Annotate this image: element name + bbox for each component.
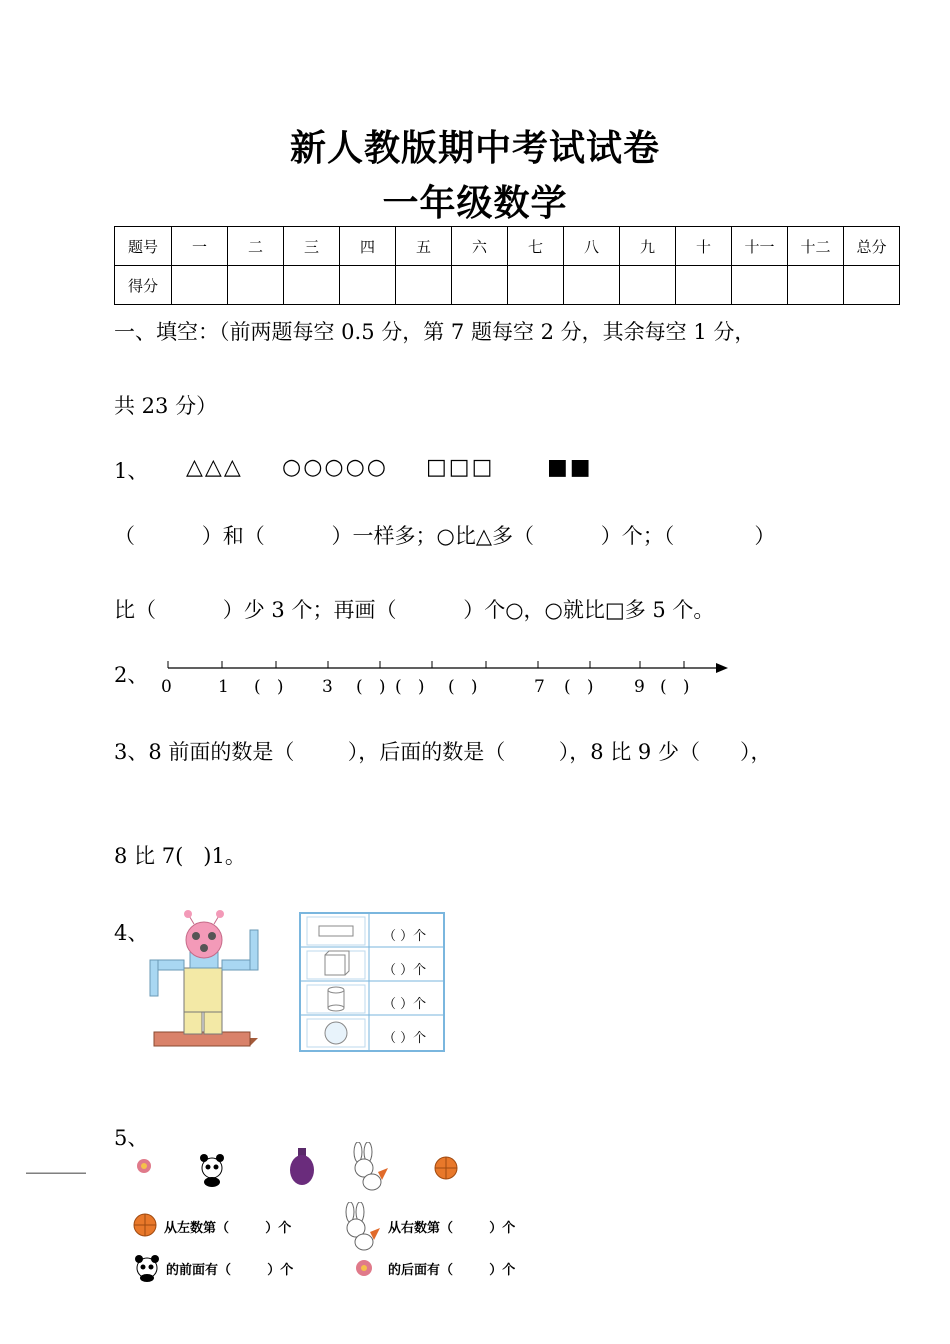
table-row [115,266,900,305]
table-cell: 七 [508,227,564,266]
table-cell: 四 [340,227,396,266]
flower-icon [137,1159,151,1173]
table-cell: 总分 [844,227,900,266]
tick-label: 1 [218,677,229,697]
table-cell: 得分 [115,266,172,305]
table-cell: 一 [172,227,228,266]
score-input-cell[interactable] [228,266,284,305]
count-blank[interactable]: （ ）个 [383,1031,427,1046]
basketball-icon [435,1157,457,1179]
score-input-cell[interactable] [788,266,844,305]
count-blank[interactable]: （ ）个 [383,997,427,1012]
robot-illustration [146,908,262,1056]
table-cell: 十 [676,227,732,266]
q5-text-before: 的前面有（ ）个 [166,1263,294,1278]
score-input-cell[interactable] [732,266,788,305]
score-input-cell[interactable] [172,266,228,305]
table-cell: 十一 [732,227,788,266]
q3-line2: 8 比 7( )1。 [114,844,246,868]
question-number: 1、 [114,459,149,483]
table-cell: 三 [284,227,340,266]
q5-text-after: 的后面有（ ）个 [388,1263,516,1278]
q5-text-right-count: 从右数第（ ）个 [388,1221,516,1236]
score-input-cell[interactable] [396,266,452,305]
tick-label: 3 [322,677,333,697]
tick-label: 7 [534,677,545,697]
basketball-icon [132,1212,158,1238]
table-row [115,227,900,266]
section-heading-cont: 共 23 分） [114,394,218,418]
page-subtitle: 一年级数学 [382,182,568,224]
panda-icon [200,1154,224,1187]
table-cell: 六 [452,227,508,266]
table-cell: 题号 [115,227,172,266]
score-input-cell[interactable] [564,266,620,305]
object-row [132,1142,472,1194]
tick-blank[interactable]: ( ) [254,677,284,697]
score-input-cell[interactable] [508,266,564,305]
page-title: 新人教版期中考试试卷 [289,127,660,169]
score-input-cell[interactable] [676,266,732,305]
tick-blank[interactable]: ( ) [564,677,594,697]
panda-icon [134,1254,160,1282]
q3-line1: 3、8 前面的数是（ ），后面的数是（ ），8 比 9 少（ ）， [114,740,772,764]
tick-label: 0 [161,677,172,697]
table-cell: 八 [564,227,620,266]
blank-line: ______ [26,1150,86,1174]
score-input-cell[interactable] [452,266,508,305]
vase-icon [290,1148,314,1185]
tick-label: 9 [634,677,645,697]
tick-blank[interactable]: ( ) [448,677,478,697]
q1-line2: 比（ ）少 3 个；再画（ ）个○，○就比□多 5 个。 [114,598,715,622]
q1-line1: （ ）和（ ）一样多；○比△多（ ）个；（ ） [114,524,776,548]
flower-icon [352,1256,376,1280]
squares-icon: □□□ [426,455,495,480]
table-cell: 十二 [788,227,844,266]
black-squares-icon: ■■ [547,455,593,480]
table-cell: 九 [620,227,676,266]
question-number: 4、 [114,921,149,945]
q5-text-left-count: 从左数第（ ）个 [164,1221,292,1236]
tick-blank[interactable]: ( ) [395,677,425,697]
section-heading: 一、填空：（前两题每空 0.5 分，第 7 题每空 2 分，其余每空 1 分， [114,320,756,344]
table-cell: 二 [228,227,284,266]
question-number: 2、 [114,663,149,687]
count-blank[interactable]: （ ）个 [383,929,427,944]
triangles-icon: △△△ [186,455,243,480]
count-blank[interactable]: （ ）个 [383,963,427,978]
score-input-cell[interactable] [340,266,396,305]
tick-blank[interactable]: ( ) [660,677,690,697]
rabbit-icon [354,1142,388,1190]
score-input-cell[interactable] [844,266,900,305]
rabbit-icon [336,1202,386,1254]
question-number: 5、 [114,1126,149,1150]
circles-icon: ○○○○○ [282,455,388,480]
table-cell: 五 [396,227,452,266]
score-input-cell[interactable] [284,266,340,305]
score-input-cell[interactable] [620,266,676,305]
tick-blank[interactable]: ( ) [356,677,386,697]
score-table [114,226,900,305]
